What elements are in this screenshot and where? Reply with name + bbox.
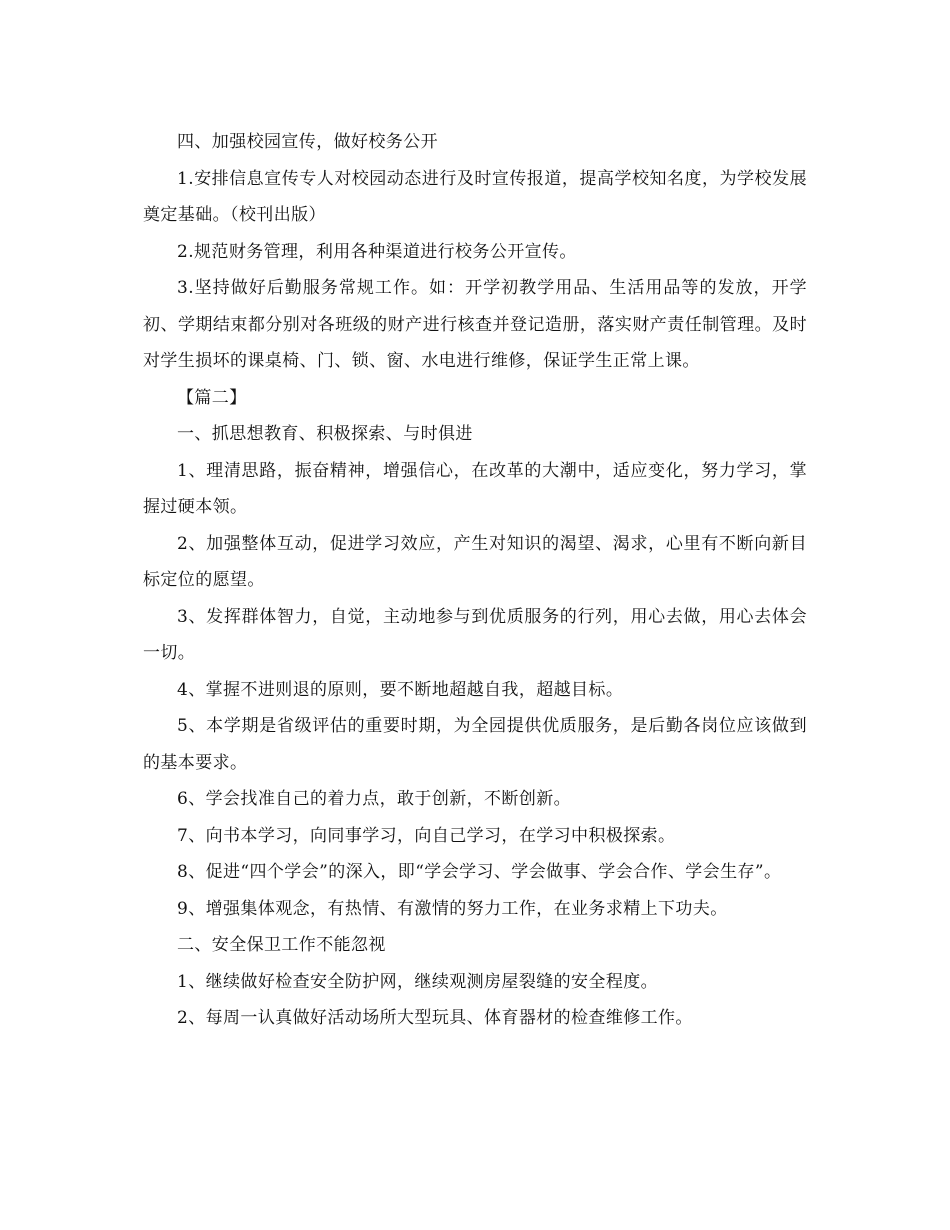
paragraph-item: 1、理清思路，振奋精神，增强信心，在改革的大潮中，适应变化，努力学习，掌握过硬本领。 bbox=[143, 460, 807, 517]
paragraph-item: 2、加强整体互动，促进学习效应，产生对知识的渴望、渴求，心里有不断向新目标定位的愿望。 bbox=[143, 533, 807, 590]
paragraph-item: 2、每周一认真做好活动场所大型玩具、体育器材的检查维修工作。 bbox=[177, 1008, 693, 1028]
paragraph-item: 3.坚持做好后勤服务常规工作。如：开学初教学用品、生活用品等的发放，开学初、学期结束都分别对各班级的财产进行核查并登记造册，落实财产责任制管理。及时对学生损坏的课桌椅、门、锁、窗、水电进行维修，保证学生正常上课。 bbox=[143, 278, 807, 371]
paragraph-item: 9、增强集体观念，有热情、有激情的努力工作，在业务求精上下功夫。 bbox=[177, 898, 728, 919]
paragraph-item: 2.规范财务管理，利用各种渠道进行校务公开宣传。 bbox=[177, 241, 577, 262]
paragraph-item: 6、学会找准自己的着力点，敢于创新，不断创新。 bbox=[177, 789, 572, 809]
paragraph-item: 1.安排信息宣传专人对校园动态进行及时宣传报道，提高学校知名度，为学校发展奠定基础。（校刊出版） bbox=[143, 168, 807, 225]
paragraph-item: 4、掌握不进则退的原则，要不断地超越自我，超越目标。 bbox=[177, 679, 624, 700]
section-heading-publicity: 四、加强校园宣传，做好校务公开 bbox=[177, 132, 438, 152]
part-two-heading: 【篇二】 bbox=[177, 387, 247, 408]
document-body bbox=[143, 124, 807, 1037]
paragraph-item: 8、促进“四个学会”的深入，即“学会学习、学会做事、学会合作、学会生存”。 bbox=[177, 862, 782, 882]
section-heading-ideology: 一、抓思想教育、积极探索、与时俱进 bbox=[177, 424, 473, 444]
paragraph-item: 3、发挥群体智力，自觉，主动地参与到优质服务的行列，用心去做，用心去体会一切。 bbox=[143, 606, 807, 663]
section-heading-safety: 二、安全保卫工作不能忽视 bbox=[177, 935, 386, 955]
paragraph-item: 1、继续做好检查安全防护网，继续观测房屋裂缝的安全程度。 bbox=[177, 971, 659, 992]
paragraph-item: 5、本学期是省级评估的重要时期，为全园提供优质服务，是后勤各岗位应该做到的基本要求。 bbox=[143, 716, 807, 773]
paragraph-item: 7、向书本学习，向同事学习，向自己学习，在学习中积极探索。 bbox=[177, 825, 676, 846]
